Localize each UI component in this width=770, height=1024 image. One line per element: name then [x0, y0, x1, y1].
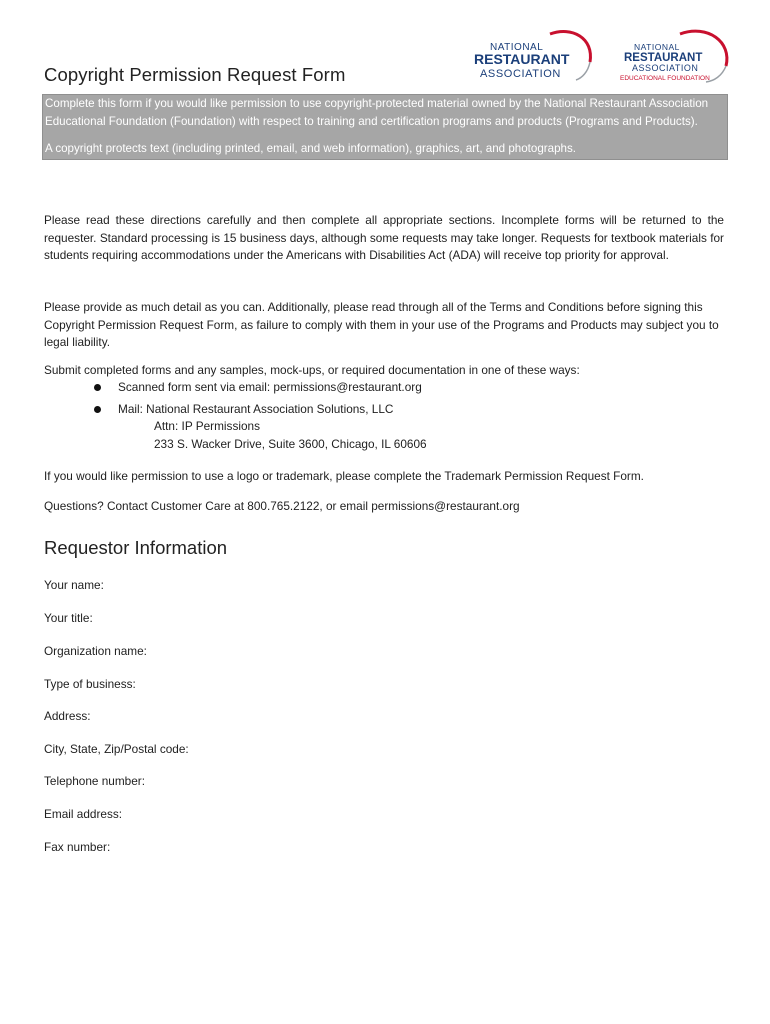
list-item-mail — [44, 401, 644, 454]
svg-text:NATIONAL: NATIONAL — [490, 42, 544, 53]
field-address[interactable]: Address: — [44, 709, 91, 723]
field-telephone-number[interactable]: Telephone number: — [44, 774, 145, 788]
questions-note — [44, 498, 724, 516]
directions-paragraph-1 — [44, 212, 724, 265]
mail-attn-text: Attn: IP Permissions — [154, 419, 260, 434]
educational-foundation-logo — [618, 28, 730, 84]
list-item-email — [44, 379, 644, 397]
intro-paragraph-2: A copyright protects text (including printed, email, and web information), graphics, art, and photographs. — [45, 142, 577, 155]
field-your-name[interactable]: Your name: — [44, 578, 104, 592]
directions-paragraph-2 — [44, 299, 724, 352]
svg-text:RESTAURANT: RESTAURANT — [624, 52, 703, 64]
submission-methods-list — [44, 379, 644, 453]
page-title: Copyright Permission Request Form — [44, 64, 346, 85]
trademark-note — [44, 468, 724, 486]
questions-text: Questions? Contact Customer Care at 800.765.2122, or email permissions@restaurant.org — [44, 499, 520, 513]
directions-text-1: Please read these directions carefully and then complete all appropriate sections. Incomplete forms will be returned to the requester. Standard processing is 15 business days, although some requests may take longer. Requests for textbook materials for students requiring accommodations under the Americans with Disabilities Act (ADA) will receive top priority for approval. — [44, 213, 724, 263]
trademark-text: If you would like permission to use a logo or trademark, please complete the Trademark Permission Request Form. — [44, 469, 644, 483]
svg-text:ASSOCIATION: ASSOCIATION — [632, 63, 699, 73]
svg-text:ASSOCIATION: ASSOCIATION — [480, 68, 561, 80]
svg-text:RESTAURANT: RESTAURANT — [474, 51, 570, 67]
field-type-of-business[interactable]: Type of business: — [44, 677, 136, 691]
field-fax-number[interactable]: Fax number: — [44, 840, 111, 854]
bullet-icon — [94, 384, 101, 391]
field-your-title[interactable]: Your title: — [44, 611, 93, 625]
field-city-state-zip[interactable]: City, State, Zip/Postal code: — [44, 742, 189, 756]
bullet-icon — [94, 406, 101, 413]
field-email-address[interactable]: Email address: — [44, 807, 123, 821]
email-method-text: Scanned form sent via email: permissions@restaurant.org — [118, 380, 422, 394]
svg-text:EDUCATIONAL FOUNDATION: EDUCATIONAL FOUNDATION — [620, 75, 710, 82]
directions-text-2: Please provide as much detail as you can. Additionally, please read through all of the Terms and Conditions before signing this Copyright Permission Request Form, as failure to comply with them in your use of the Programs and Products may subject you to legal liability. — [44, 300, 719, 350]
intro-paragraph-1: Complete this form if you would like permission to use copyright-protected material owned by the National Restaurant Association Educational Foundation (Foundation) with respect to training and certification programs and products (Programs and Products). — [45, 97, 709, 128]
mail-address-text: 233 S. Wacker Drive, Suite 3600, Chicago, IL 60606 — [154, 436, 427, 451]
svg-text:NATIONAL: NATIONAL — [634, 42, 680, 52]
mail-method-text: Mail: National Restaurant Association Solutions, LLC — [118, 401, 394, 416]
submit-intro — [44, 362, 724, 380]
national-restaurant-association-logo — [472, 28, 596, 84]
field-organization-name[interactable]: Organization name: — [44, 644, 147, 658]
intro-box — [42, 94, 728, 160]
submit-intro-text: Submit completed forms and any samples, mock-ups, or required documentation in one of these ways: — [44, 363, 580, 377]
section-title-requestor: Requestor Information — [44, 537, 228, 558]
